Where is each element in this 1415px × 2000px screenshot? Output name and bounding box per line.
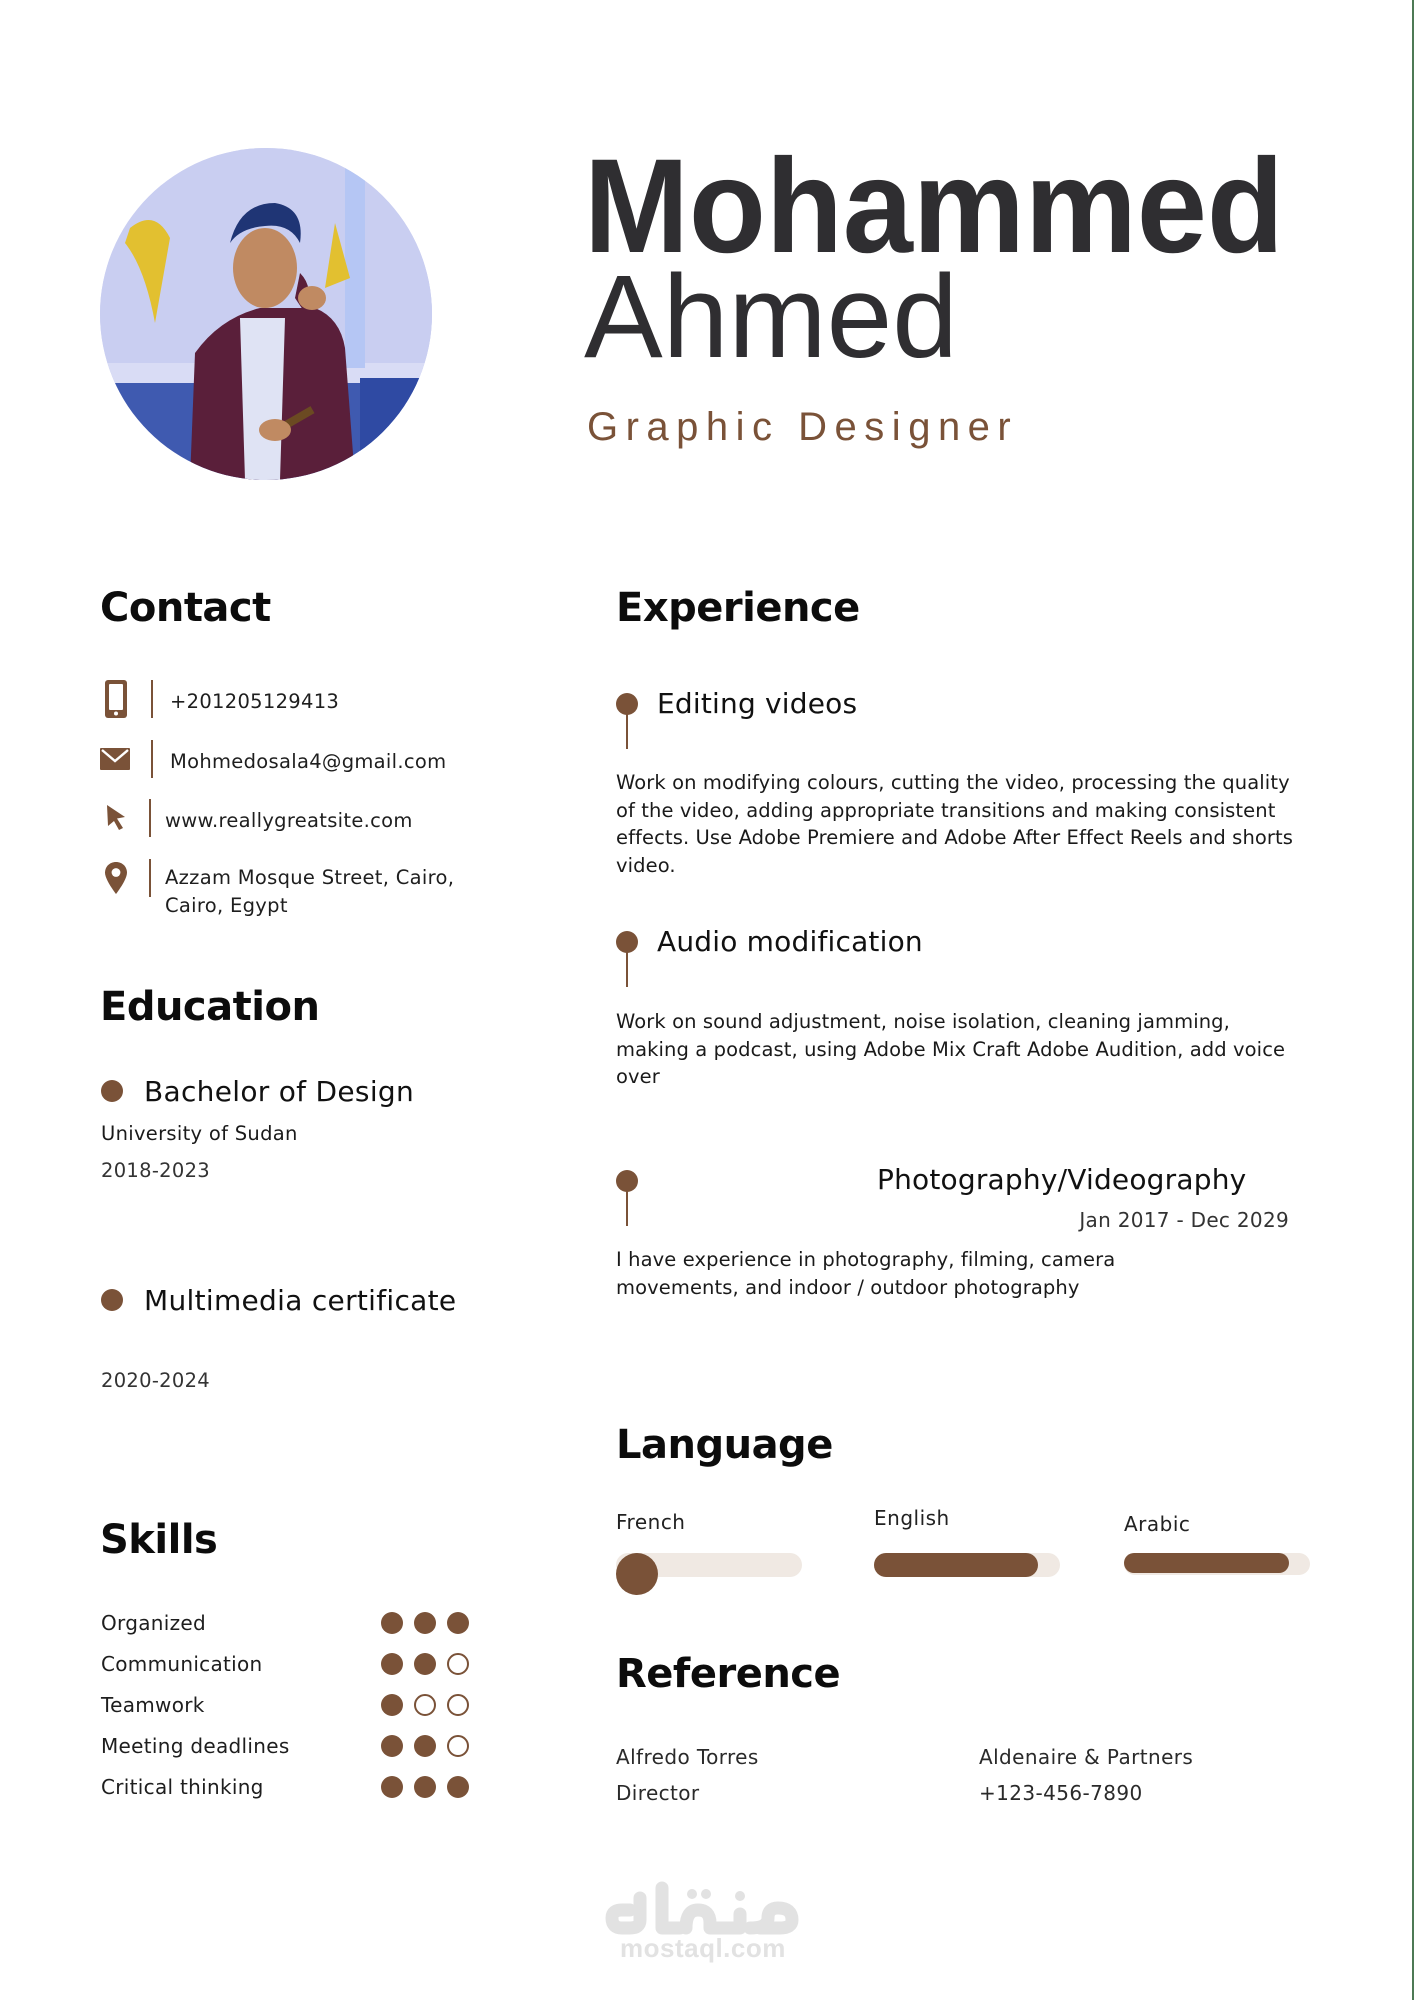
contact-divider: [151, 740, 153, 778]
email-address[interactable]: Mohmedosala4@gmail.com: [170, 750, 447, 773]
location-pin-icon: [100, 858, 132, 898]
skill-rating: [381, 1735, 469, 1757]
experience-description: Work on modifying colours, cutting the video, processing the quality of the video, adding appropriate transitions and making consistent effects. Use Adobe Premiere and Adobe After Effect Reels and shorts video.: [616, 771, 1294, 877]
person-photo-illustration: [100, 148, 432, 480]
rating-dot-filled-icon: [414, 1776, 436, 1798]
skill-rating: [381, 1653, 469, 1675]
job-title: Graphic Designer: [587, 405, 1019, 449]
skill-row: [101, 1692, 471, 1722]
rating-dot-empty-icon: [447, 1694, 469, 1716]
phone-number[interactable]: +201205129413: [170, 690, 340, 713]
skill-name: Communication: [101, 1652, 263, 1676]
contact-email: [100, 739, 520, 779]
rating-dot-empty-icon: [447, 1653, 469, 1675]
degree-title: Multimedia certificate: [144, 1284, 457, 1317]
experience-title: Audio modification: [657, 925, 923, 958]
skills-heading: Skills: [100, 1517, 218, 1563]
skill-row: [101, 1651, 471, 1681]
degree-title: Bachelor of Design: [144, 1075, 415, 1108]
email-icon: [99, 739, 131, 779]
rating-dot-filled-icon: [381, 1612, 403, 1634]
bullet-dot-icon: [101, 1080, 123, 1102]
language-name: French: [616, 1510, 686, 1534]
contact-website: [100, 798, 520, 838]
contact-divider: [149, 859, 151, 897]
rating-dot-filled-icon: [381, 1653, 403, 1675]
page-edge-line: [1412, 0, 1414, 2000]
contact-address: [100, 858, 520, 928]
experience-description: Work on sound adjustment, noise isolation, cleaning jamming, making a podcast, using Adobe Mix Craft Adobe Audition, add voice over: [616, 1010, 1286, 1088]
skill-row: [101, 1733, 471, 1763]
skill-row: [101, 1774, 471, 1804]
first-name: Mohammed: [584, 132, 1284, 281]
language-item-french: [616, 1512, 806, 1572]
mostaql-logo-icon: [600, 1878, 810, 1938]
reference-phone[interactable]: +123-456-7890: [979, 1781, 1143, 1805]
watermark-text: mostaql.com: [620, 1933, 786, 1963]
experience-title: Editing videos: [657, 687, 858, 720]
rating-dot-empty-icon: [447, 1735, 469, 1757]
reference-name: Alfredo Torres: [616, 1745, 759, 1769]
rating-dot-filled-icon: [447, 1612, 469, 1634]
language-name: English: [874, 1506, 950, 1530]
skill-rating: [381, 1694, 469, 1716]
skill-rating: [381, 1612, 469, 1634]
skill-name: Critical thinking: [101, 1775, 264, 1799]
skill-name: Meeting deadlines: [101, 1734, 290, 1758]
rating-dot-empty-icon: [414, 1694, 436, 1716]
language-heading: Language: [616, 1422, 833, 1468]
profile-photo: [100, 148, 432, 480]
contact-heading: Contact: [100, 585, 271, 631]
language-item-english: [874, 1508, 1064, 1568]
experience-description: I have experience in photography, filming, camera movements, and indoor / outdoor photography: [616, 1248, 1116, 1299]
education-heading: Education: [100, 984, 320, 1030]
website-url[interactable]: www.reallygreatsite.com: [165, 809, 413, 832]
proficiency-fill: [1124, 1553, 1289, 1573]
skill-rating: [381, 1776, 469, 1798]
last-name: Ahmed: [584, 251, 958, 383]
skill-row: [101, 1610, 471, 1640]
contact-divider: [149, 799, 151, 837]
contact-divider: [151, 680, 153, 718]
proficiency-knob: [616, 1553, 658, 1595]
rating-dot-filled-icon: [447, 1776, 469, 1798]
language-item-arabic: [1124, 1514, 1314, 1574]
rating-dot-filled-icon: [414, 1653, 436, 1675]
reference-company: Aldenaire & Partners: [979, 1745, 1194, 1769]
contact-phone: [100, 679, 520, 719]
skill-name: Organized: [101, 1611, 206, 1635]
timeline-marker-icon: [616, 1170, 638, 1226]
proficiency-bar: [874, 1553, 1060, 1577]
reference-heading: Reference: [616, 1651, 841, 1697]
experience-dates: Jan 2017 - Dec 2029: [1079, 1208, 1289, 1232]
reference-role: Director: [616, 1781, 700, 1805]
rating-dot-filled-icon: [414, 1735, 436, 1757]
phone-icon: [100, 679, 132, 719]
education-dates: 2018-2023: [101, 1159, 210, 1182]
language-name: Arabic: [1124, 1512, 1191, 1536]
rating-dot-filled-icon: [381, 1694, 403, 1716]
street-address: Azzam Mosque Street, Cairo, Cairo, Egypt: [165, 866, 455, 917]
bullet-dot-icon: [101, 1289, 123, 1311]
rating-dot-filled-icon: [381, 1735, 403, 1757]
timeline-marker-icon: [616, 931, 638, 987]
experience-title: Photography/Videography: [877, 1163, 1247, 1196]
timeline-marker-icon: [616, 693, 638, 749]
proficiency-fill: [874, 1553, 1038, 1577]
skill-name: Teamwork: [101, 1693, 205, 1717]
proficiency-bar: [616, 1553, 802, 1577]
proficiency-bar: [1124, 1553, 1310, 1575]
experience-heading: Experience: [616, 585, 860, 631]
cursor-icon: [100, 798, 132, 838]
rating-dot-filled-icon: [381, 1776, 403, 1798]
education-dates: 2020-2024: [101, 1369, 210, 1392]
institution-name: University of Sudan: [101, 1122, 298, 1145]
rating-dot-filled-icon: [414, 1612, 436, 1634]
